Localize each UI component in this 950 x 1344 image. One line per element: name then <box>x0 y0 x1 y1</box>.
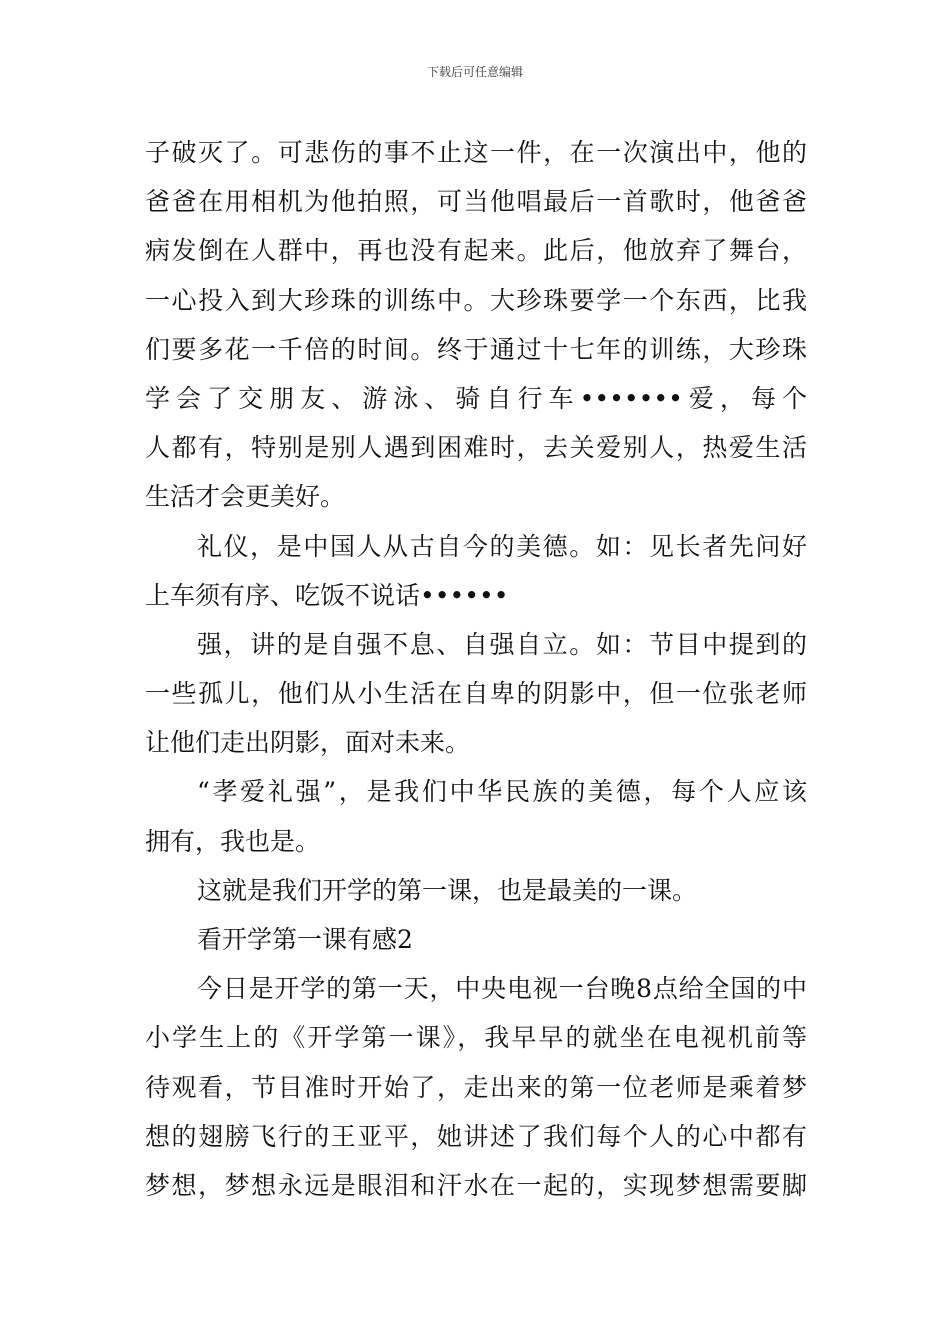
text-line: 学会了交朋友、游泳、骑自行车•••••••爱，每个 <box>145 383 807 413</box>
text-line: 看开学第一课有感2 <box>197 925 413 954</box>
page-header: 下载后可任意编辑 <box>426 65 523 79</box>
text-line: 病发倒在人群中，再也没有起来。此后，他放弃了舞台， <box>145 236 807 266</box>
text-line: 人都有，特别是别人遇到困难时，去关爱别人，热爱生活 <box>145 433 807 463</box>
text-line: 待观看，节目准时开始了，走出来的第一位老师是乘着梦 <box>145 1072 807 1102</box>
text-line: 子破灭了。可悲伤的事不止这一件，在一次演出中，他的 <box>145 138 807 167</box>
text-line: 想的翅膀飞行的王亚平，她讲述了我们每个人的心中都有 <box>145 1121 807 1151</box>
text-line: 这就是我们开学的第一课，也是最美的一课。 <box>197 875 698 905</box>
text-line: 强，讲的是自强不息、自强自立。如：节目中提到的 <box>197 629 807 659</box>
text-line: 让他们走出阴影，面对未来。 <box>145 728 471 758</box>
text-line: 上车须有序、吃饭不说话•••••• <box>145 580 509 610</box>
text-line: 一心投入到大珍珠的训练中。大珍珠要学一个东西，比我 <box>145 285 807 315</box>
text-line: 们要多花一千倍的时间。终于通过十七年的训练，大珍珠 <box>145 334 807 364</box>
text-line: 今日是开学的第一天，中央电视一台晚8点给全国的中 <box>197 974 807 1004</box>
text-line: “孝爱礼强”，是我们中华民族的美德，每个人应该 <box>197 777 807 807</box>
text-line: 一些孤儿，他们从小生活在自卑的阴影中，但一位张老师 <box>145 679 807 709</box>
text-line: 小学生上的《开学第一课》，我早早的就坐在电视机前等 <box>145 1023 807 1053</box>
text-line: 生活才会更美好。 <box>145 482 346 512</box>
text-line: 爸爸在用相机为他拍照，可当他唱最后一首歌时，他爸爸 <box>145 187 807 217</box>
body-text <box>145 128 807 1210</box>
text-line: 梦想，梦想永远是眼泪和汗水在一起的，实现梦想需要脚 <box>145 1170 807 1200</box>
text-line: 礼仪，是中国人从古自今的美德。如：见长者先问好 <box>197 531 807 561</box>
text-line: 拥有，我也是。 <box>145 826 321 856</box>
